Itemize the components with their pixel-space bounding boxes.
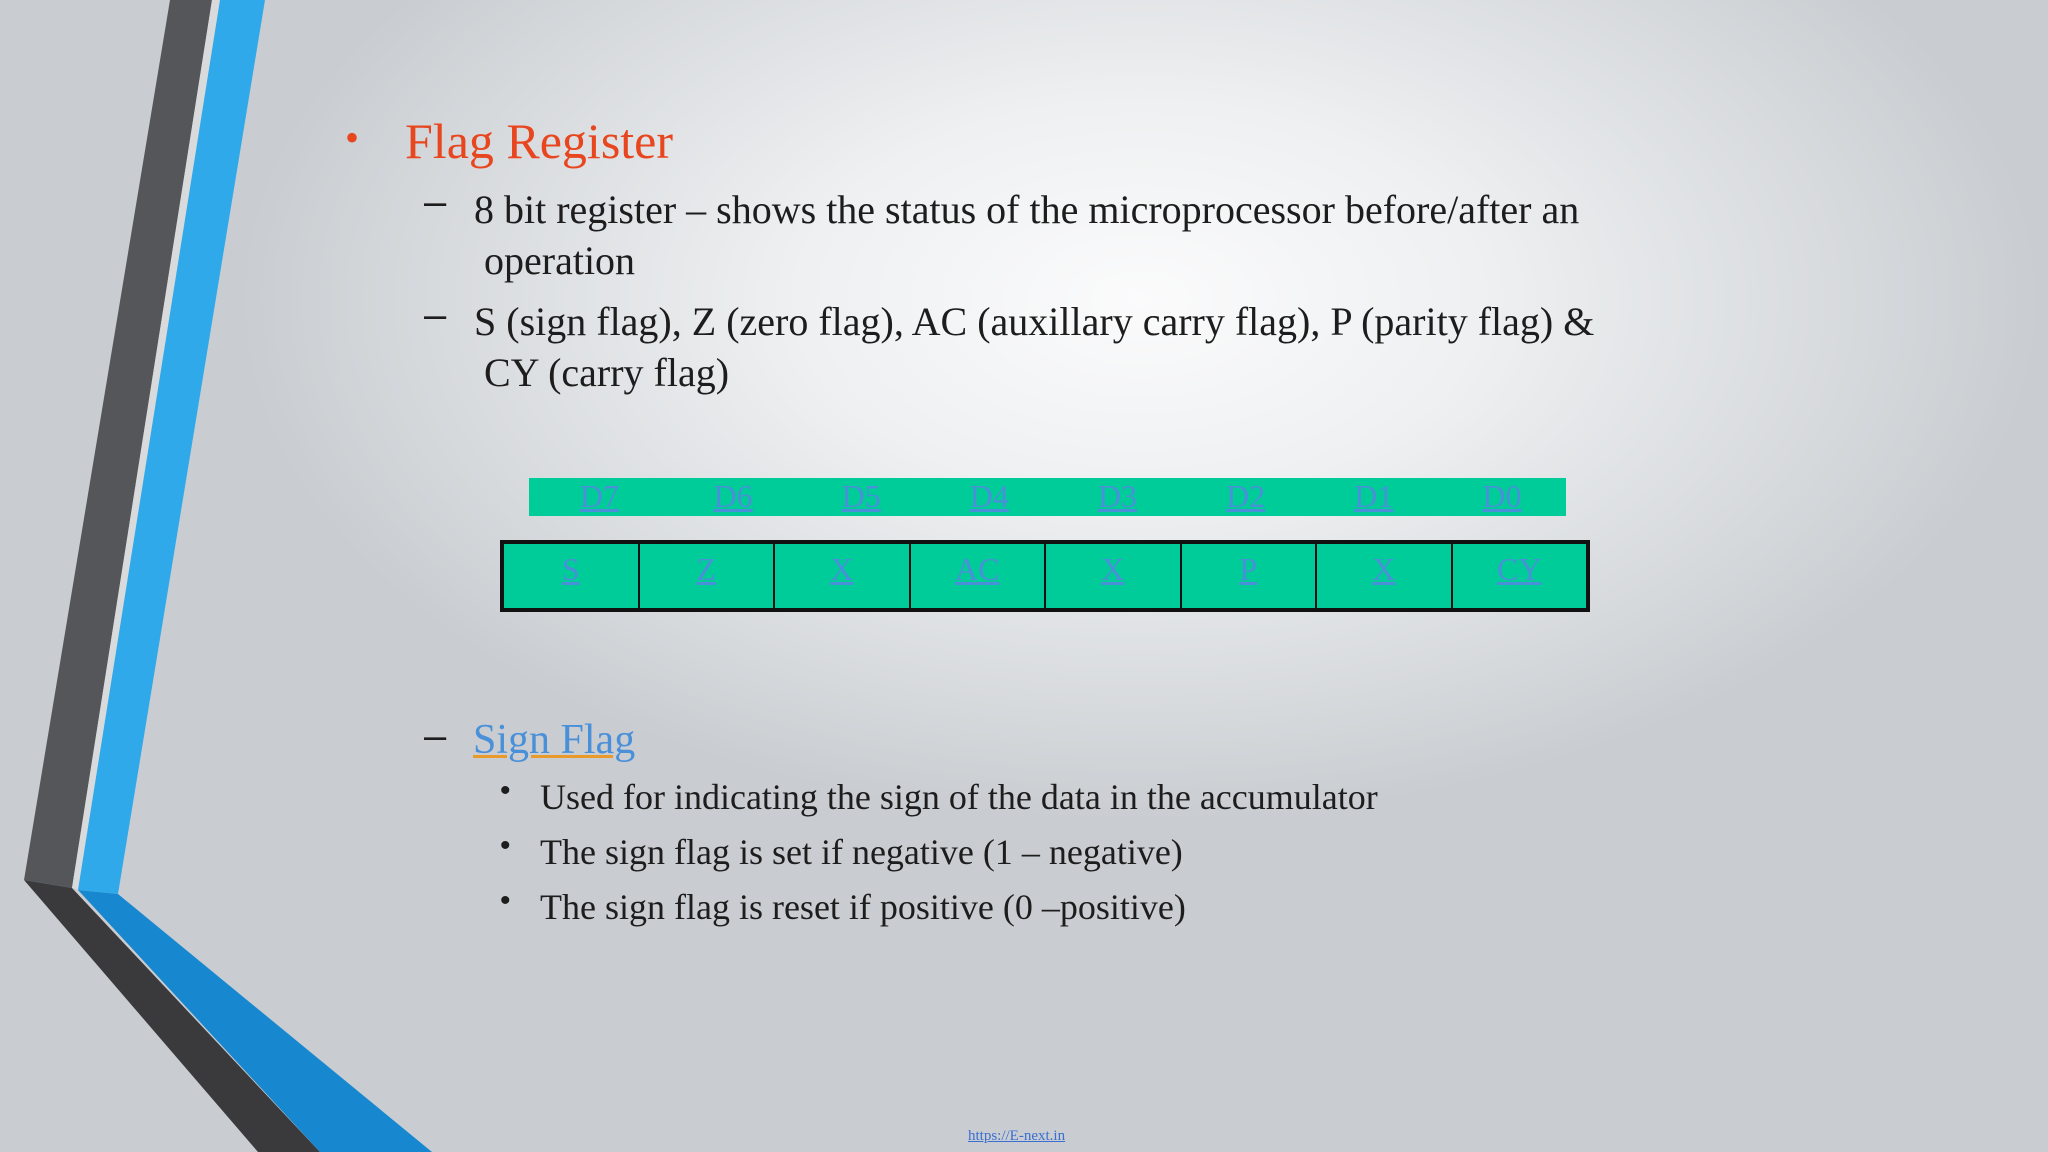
bit-label-link[interactable]: D7	[579, 478, 619, 514]
bullet-text: The sign flag is reset if positive (0 –positive)	[540, 887, 1186, 927]
sign-flag-link[interactable]: Sign Flag	[473, 717, 636, 763]
title-bullet-icon: •	[345, 115, 360, 160]
bit-label-link[interactable]: D1	[1354, 478, 1394, 514]
footer-link[interactable]: https://E-next.in	[968, 1128, 1066, 1144]
flag-cell-link[interactable]: P	[1182, 544, 1318, 608]
bullet-icon: •	[500, 884, 511, 917]
flag-register-table	[500, 540, 1590, 612]
bullet-text: The sign flag is set if negative (1 – negative)	[540, 832, 1183, 872]
dash-bullet-icon: –	[424, 293, 447, 337]
flag-cell-link[interactable]: Z	[640, 544, 776, 608]
bit-label-link[interactable]: D5	[841, 478, 881, 514]
flag-cell-link[interactable]: X	[1046, 544, 1182, 608]
bit-label-link[interactable]: D2	[1226, 478, 1266, 514]
sub-item-2-line1: S (sign flag), Z (zero flag), AC (auxillary carry flag), P (parity flag) &	[474, 299, 1595, 344]
sub-item-2-line2: CY (carry flag)	[484, 350, 730, 395]
bit-label-link[interactable]: D3	[1097, 478, 1138, 514]
flag-cell-link[interactable]: X	[775, 544, 911, 608]
flag-cell-link[interactable]: AC	[911, 544, 1047, 608]
dash-bullet-icon: –	[424, 714, 447, 758]
register-bit-header	[529, 478, 1566, 516]
bit-label-link[interactable]: D6	[713, 478, 753, 514]
flag-cell-link[interactable]: CY	[1497, 551, 1542, 587]
flag-cell-link[interactable]: S	[504, 544, 640, 608]
dash-bullet-icon: –	[424, 180, 447, 224]
flag-cell-link[interactable]: X	[1317, 544, 1453, 608]
bit-label-link[interactable]: D0	[1482, 478, 1522, 514]
bullet-text: Used for indicating the sign of the data in the accumulator	[540, 777, 1378, 817]
slide-title: Flag Register	[405, 113, 674, 169]
sub-item-1-line2: operation	[484, 238, 636, 283]
bullet-icon: •	[500, 774, 511, 807]
bit-label-link[interactable]: D4	[969, 478, 1009, 514]
bullet-icon: •	[500, 829, 511, 862]
sub-item-1-line1: 8 bit register – shows the status of the microprocessor before/after an	[474, 187, 1580, 232]
